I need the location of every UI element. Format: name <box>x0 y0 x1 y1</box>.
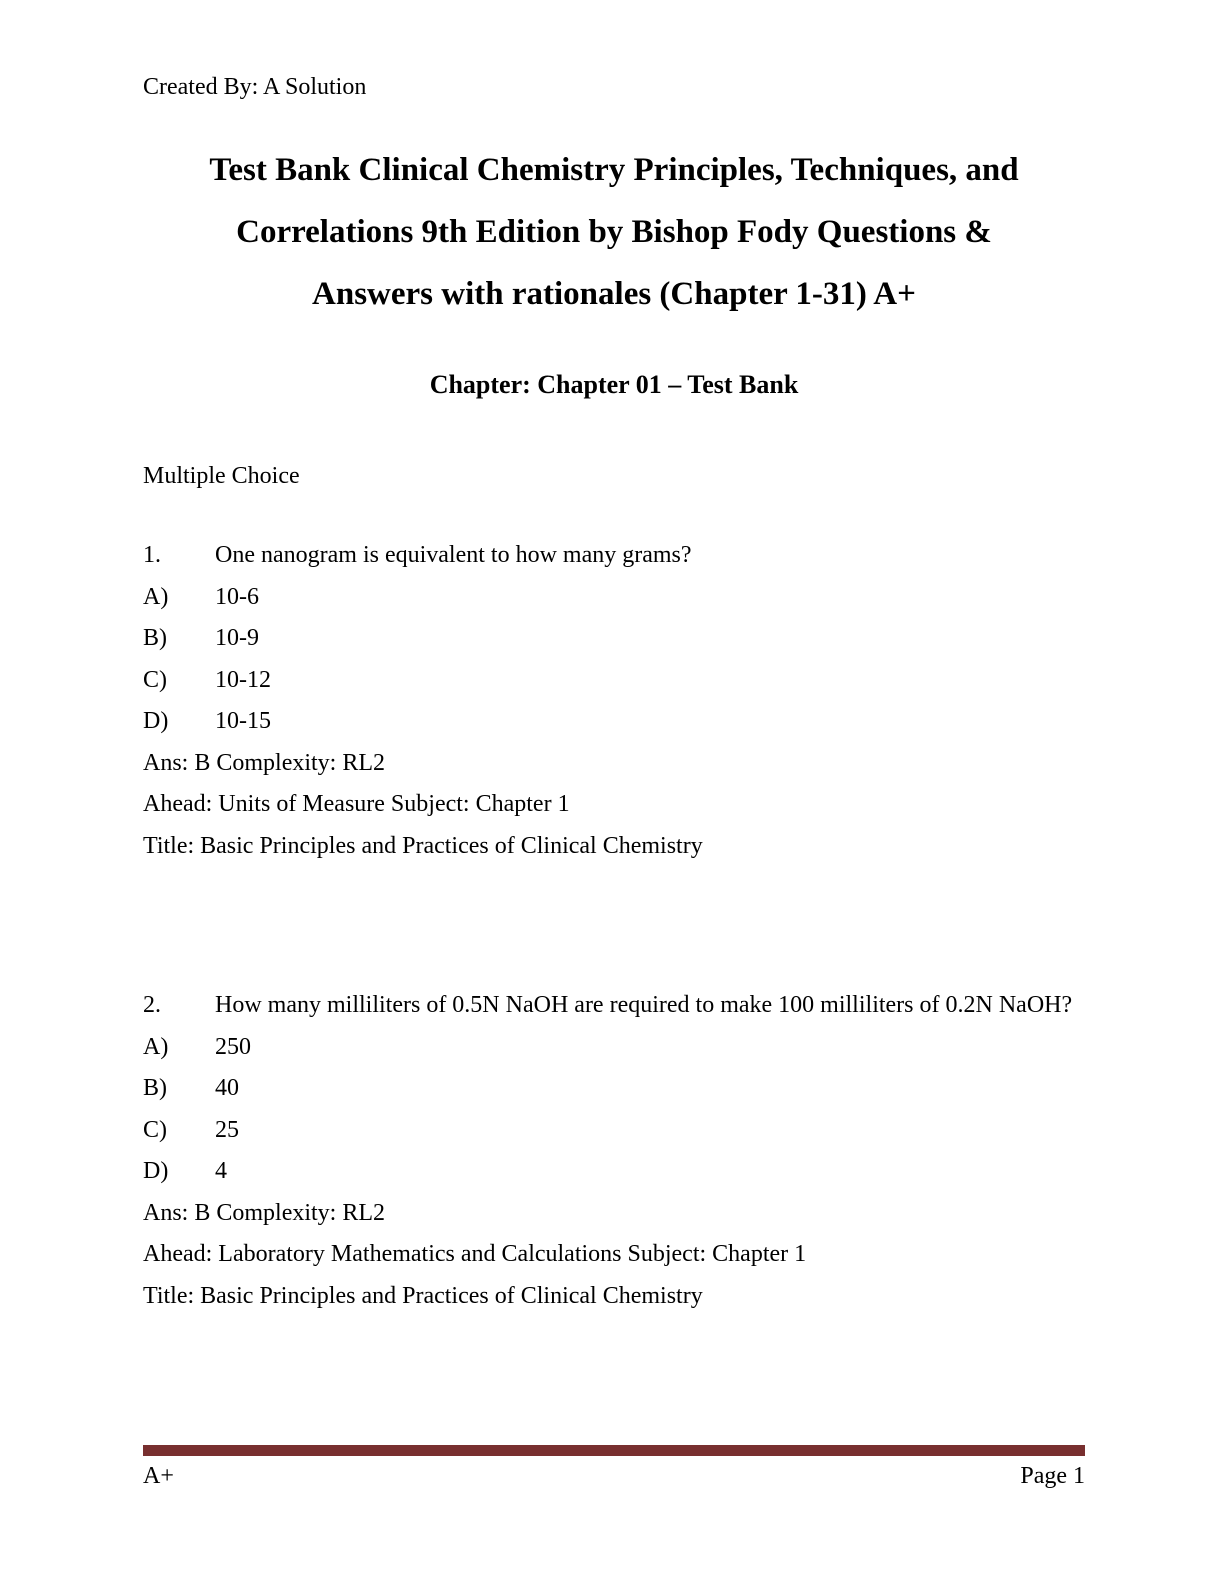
footer-left-label: A+ <box>143 1463 174 1489</box>
question-text: One nanogram is equivalent to how many grams? <box>215 542 692 568</box>
option-letter: B) <box>143 1075 167 1101</box>
chapter-heading: Chapter: Chapter 01 – Test Bank <box>429 370 799 399</box>
option-row <box>143 701 1085 743</box>
created-by-line: Created By: A Solution <box>143 74 367 100</box>
title-line: Title: Basic Principles and Practices of Clinical Chemistry <box>143 1282 703 1309</box>
document-title-line1: Test Bank Clinical Chemistry Principles, Techniques, and <box>209 152 1019 188</box>
option-row <box>143 1151 1085 1193</box>
answer-line: Ans: B Complexity: RL2 <box>143 1199 386 1226</box>
option-letter: C) <box>143 1116 167 1143</box>
option-text: 10-12 <box>215 666 271 693</box>
answer-line: Ans: B Complexity: RL2 <box>143 749 386 776</box>
question-line <box>143 985 1085 1027</box>
option-row <box>143 577 1085 619</box>
document-title-line3: Answers with rationales (Chapter 1-31) A+ <box>312 276 916 312</box>
option-text: 10-15 <box>215 708 271 734</box>
question-text: How many milliliters of 0.5N NaOH are required to make 100 milliliters of 0.2N NaOH? <box>215 992 1073 1018</box>
option-text: 10-6 <box>215 583 259 610</box>
option-text: 4 <box>215 1158 227 1184</box>
footer-divider-bar <box>143 1445 1085 1456</box>
option-letter: A) <box>143 583 169 610</box>
option-row <box>143 618 1085 660</box>
option-text: 10-9 <box>215 625 259 651</box>
option-letter: D) <box>143 708 169 734</box>
option-letter: D) <box>143 1158 169 1184</box>
page-footer <box>143 1461 1085 1491</box>
question-block-1 <box>143 535 1085 867</box>
option-text: 25 <box>215 1116 239 1143</box>
option-row <box>143 1027 1085 1069</box>
option-text: 250 <box>215 1033 251 1060</box>
section-label: Multiple Choice <box>143 463 300 489</box>
option-letter: B) <box>143 625 167 651</box>
option-row <box>143 1110 1085 1152</box>
option-row <box>143 1068 1085 1110</box>
title-line: Title: Basic Principles and Practices of Clinical Chemistry <box>143 832 703 859</box>
footer-page-number: Page 1 <box>1020 1463 1085 1489</box>
document-title-line2: Correlations 9th Edition by Bishop Fody Questions & <box>236 214 992 250</box>
document-title <box>143 139 1085 325</box>
question-block-2 <box>143 985 1085 1317</box>
question-line <box>143 535 1085 577</box>
question-number: 2. <box>143 992 161 1018</box>
option-letter: A) <box>143 1033 169 1060</box>
option-row <box>143 660 1085 702</box>
option-text: 40 <box>215 1075 239 1101</box>
ahead-line: Ahead: Units of Measure Subject: Chapter 1 <box>143 791 570 817</box>
ahead-line: Ahead: Laboratory Mathematics and Calculations Subject: Chapter 1 <box>143 1241 807 1267</box>
option-letter: C) <box>143 666 167 693</box>
question-number: 1. <box>143 542 161 568</box>
